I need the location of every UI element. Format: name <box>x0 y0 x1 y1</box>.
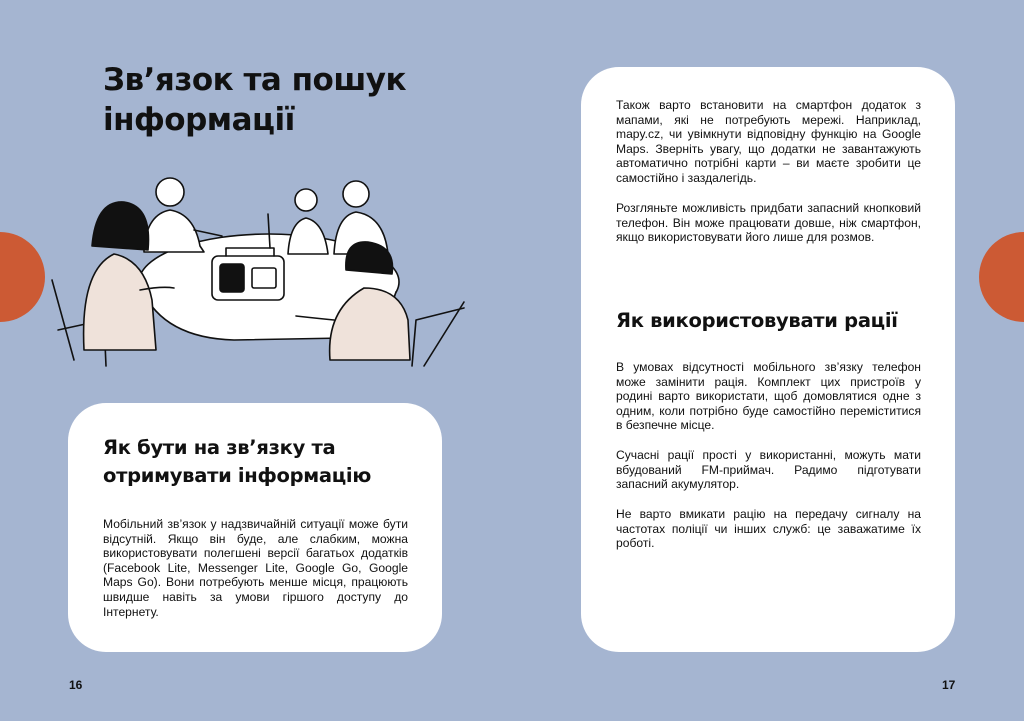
page-number-right: 17 <box>942 678 956 692</box>
right-paragraph-radio-2: Сучасні рації прості у використанні, можуть мати вбудований FM-приймач. Радимо підготувати запасний акумулятор. <box>616 448 921 492</box>
left-info-card <box>68 403 442 652</box>
page-title: Зв’язок та пошук інформації <box>103 62 407 138</box>
right-paragraph-radio-1: В умовах відсутності мобільного зв’язку телефон може замінити рація. Комплект цих пристроїв у родині варто використати, щоб домовлятися одне з одним, коли потрібно буде самостійно переміститися в безпечне місце. <box>616 360 921 433</box>
left-orange-circle <box>0 232 45 322</box>
page-number-left: 16 <box>69 678 83 692</box>
family-at-table-with-radio-illustration <box>44 170 474 370</box>
left-card-paragraph: Мобільний зв’язок у надзвичайній ситуації може бути відсутній. Якщо він буде, але слабким, можна використовувати полегшені версії багатьох додатків (Facebook Lite, Messenger Lite, Google Go, Google Maps Go). Вони потребують менше місця, працюють швидше навіть за умови гіршого доступу до Інтернету. <box>103 517 408 619</box>
right-paragraph-phone: Розгляньте можливість придбати запасний кнопковий телефон. Він може працювати довше, ніж смартфон, якщо використовувати його лише для розмов. <box>616 201 921 245</box>
right-paragraph-radio-3: Не варто вмикати рацію на передачу сигналу на частотах поліції чи інших служб: це заважатиме їх роботі. <box>616 507 921 551</box>
walkie-talkie-heading: Як використовувати рації <box>616 309 898 332</box>
right-info-card <box>581 67 955 652</box>
left-card-heading: Як бути на зв’язку та отримувати інформацію <box>103 436 371 487</box>
right-orange-circle <box>979 232 1024 322</box>
right-paragraph-maps: Також варто встановити на смартфон додаток з мапами, які не потребують мережі. Наприклад, mapy.cz, чи увімкнути відповідну функцію на Google Maps. Зверніть увагу, що додатки не завантажують автоматично потрібні карти – ви маєте зробити це самостійно і заздалегідь. <box>616 98 921 185</box>
